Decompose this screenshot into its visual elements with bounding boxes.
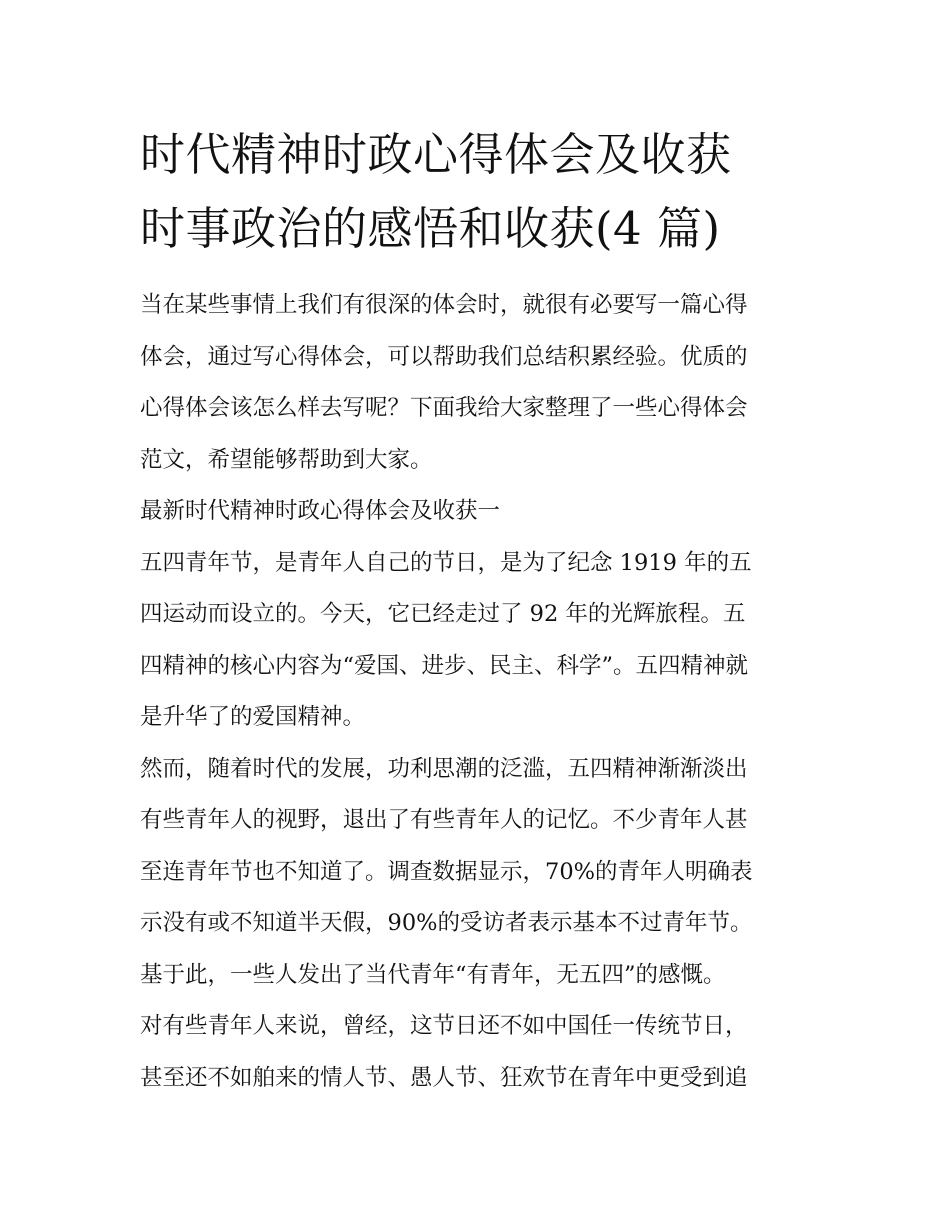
paragraph-line: 对有些青年人来说，曾经，这节日还不如中国任一传统节日， (140, 1013, 748, 1039)
paragraph-line: 体会，通过写心得体会，可以帮助我们总结积累经验。优质的 (140, 343, 748, 370)
paragraph-line: 四精神的核心内容为“爱国、进步、民主、科学”。五四精神就 (140, 652, 749, 679)
section-heading: 最新时代精神时政心得体会及收获一 (140, 498, 501, 524)
paragraph-line: 然而，随着时代的发展，功利思潮的泛滥，五四精神渐渐淡出 (140, 755, 748, 782)
paragraph-line: 范文，希望能够帮助到大家。 (140, 446, 433, 473)
title-line: 时代精神时政心得体会及收获 (140, 128, 732, 181)
paragraph-line: 五四青年节，是青年人自己的节日，是为了纪念 1919 年的五 (140, 549, 752, 576)
paragraph-line: 甚至还不如舶来的情人节、愚人节、狂欢节在青年中更受到追 (140, 1064, 748, 1091)
paragraph-line: 基于此，一些人发出了当代青年“有青年，无五四”的感慨。 (140, 961, 726, 988)
paragraph-line: 心得体会该怎么样去写呢？下面我给大家整理了一些心得体会 (140, 395, 748, 421)
paragraph-line: 示没有或不知道半天假，90%的受访者表示基本不过青年节。 (140, 910, 753, 936)
paragraph-line: 四运动而设立的。今天，它已经走过了 92 年的光辉旅程。五 (140, 601, 746, 627)
paragraph-line: 当在某些事情上我们有很深的体会时，就很有必要写一篇心得 (140, 292, 748, 318)
paragraph-line: 至连青年节也不知道了。调查数据显示，70%的青年人明确表 (140, 858, 753, 885)
document-title (140, 118, 830, 266)
paragraph-line: 有些青年人的视野，退出了有些青年人的记忆。不少青年人甚 (140, 807, 748, 833)
paragraph-line: 是升华了的爱国精神。 (140, 704, 366, 730)
document-body (140, 280, 830, 1104)
title-line: 时事政治的感悟和收获(4 篇) (140, 202, 721, 255)
